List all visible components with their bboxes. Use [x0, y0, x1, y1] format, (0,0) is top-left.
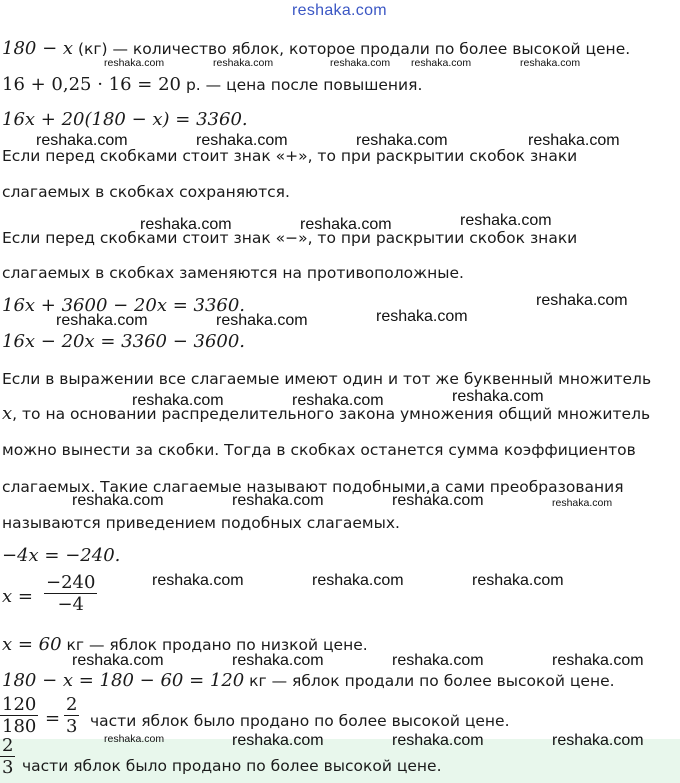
line-text: кг — яблок продано по низкой цене. [61, 636, 368, 654]
part-text: части яблок было продано по более высокой цене. [90, 712, 510, 730]
math-expression: 180 − x = 180 − 60 = 120 [2, 670, 245, 691]
watermark: reshaka.com [232, 652, 324, 669]
watermark: reshaka.com [552, 732, 644, 749]
fraction-x [44, 572, 97, 615]
watermark: reshaka.com [232, 732, 324, 749]
watermark: reshaka.com [552, 497, 613, 509]
watermark: reshaka.com [536, 292, 628, 309]
line-text: кг — яблок продали по более высокой цене. [244, 672, 615, 690]
watermark: reshaka.com [460, 212, 552, 229]
fraction-2-3 [64, 694, 79, 737]
math-expression: 16 + 0,25 · 16 = 20 [2, 74, 182, 95]
watermark: reshaka.com [104, 733, 165, 745]
equation-main: 16x + 20(180 − x) = 3360. [2, 109, 248, 130]
line-high-price [2, 670, 615, 691]
fraction-denominator: −4 [57, 594, 84, 615]
watermark: reshaka.com [330, 57, 391, 69]
watermark: reshaka.com [312, 572, 404, 589]
watermark: reshaka.com [392, 652, 484, 669]
equation-grouped: 16x − 20x = 3360 − 3600. [2, 331, 246, 352]
watermark: reshaka.com [452, 388, 544, 405]
fraction-denominator: 3 [66, 716, 78, 737]
line-price-increase [2, 74, 422, 95]
fraction-denominator: 3 [2, 757, 14, 778]
equals-sign: = [45, 708, 61, 729]
watermark: reshaka.com [56, 312, 148, 329]
distributive-line1: Если в выражении все слагаемые имеют один и тот же буквенный множитель [2, 370, 652, 388]
distributive-line4: слагаемых. Такие слагаемые называют подобными,а сами преобразования [2, 478, 624, 496]
math-variable: x [2, 403, 13, 424]
watermark: reshaka.com [216, 312, 308, 329]
answer-text: части яблок было продано по более высокой цене. [22, 757, 442, 775]
watermark: reshaka.com [356, 132, 448, 149]
fraction-denominator: 180 [2, 716, 37, 737]
line-text: , то на основании распределительного закона умножения общий множитель [12, 405, 651, 423]
fraction-numerator: 120 [2, 694, 37, 715]
watermark: reshaka.com [152, 572, 244, 589]
site-logo[interactable]: reshaka.com [292, 2, 387, 19]
watermark: reshaka.com [104, 57, 165, 69]
distributive-line5: называются приведением подобных слагаемых. [2, 514, 400, 532]
fraction-numerator: 2 [66, 694, 78, 715]
watermark: reshaka.com [376, 308, 468, 325]
equation-expanded: 16x + 3600 − 20x = 3360. [2, 295, 246, 316]
watermark: reshaka.com [520, 57, 581, 69]
watermark: reshaka.com [528, 132, 620, 149]
x-prefix: x = [2, 586, 33, 607]
watermark: reshaka.com [300, 216, 392, 233]
watermark: reshaka.com [392, 492, 484, 509]
watermark: reshaka.com [411, 57, 472, 69]
math-expression: x = 60 [2, 634, 62, 655]
watermark: reshaka.com [213, 57, 274, 69]
rule-plus-line1: Если перед скобками стоит знак «+», то при раскрытии скобок знаки [2, 147, 578, 165]
fraction-numerator: −240 [46, 572, 96, 593]
watermark: reshaka.com [232, 492, 324, 509]
distributive-line3: можно вынести за скобки. Тогда в скобках останется сумма коэффициентов [2, 441, 636, 459]
equation-simplified: −4x = −240. [2, 545, 121, 566]
watermark: reshaka.com [196, 132, 288, 149]
line-text: р. — цена после повышения. [181, 76, 423, 94]
watermark: reshaka.com [392, 732, 484, 749]
watermark: reshaka.com [36, 132, 128, 149]
line-apples-high-price [2, 38, 630, 59]
watermark: reshaka.com [552, 652, 644, 669]
answer-fraction [0, 735, 15, 778]
rule-plus-line2: слагаемых в скобках сохраняются. [2, 183, 290, 201]
fraction-120-180 [0, 694, 38, 737]
watermark: reshaka.com [72, 492, 164, 509]
fraction-numerator: 2 [2, 735, 14, 756]
line-text: (кг) — количество яблок, которое продали по более высокой цене. [73, 40, 631, 58]
math-expression: 180 − x [2, 38, 74, 59]
watermark: reshaka.com [140, 216, 232, 233]
watermark: reshaka.com [132, 392, 224, 409]
watermark: reshaka.com [72, 652, 164, 669]
watermark: reshaka.com [472, 572, 564, 589]
watermark: reshaka.com [292, 392, 384, 409]
rule-minus-line2: слагаемых в скобках заменяются на противоположные. [2, 264, 464, 282]
rule-minus-line1: Если перед скобками стоит знак «−», то при раскрытии скобок знаки [2, 229, 578, 247]
